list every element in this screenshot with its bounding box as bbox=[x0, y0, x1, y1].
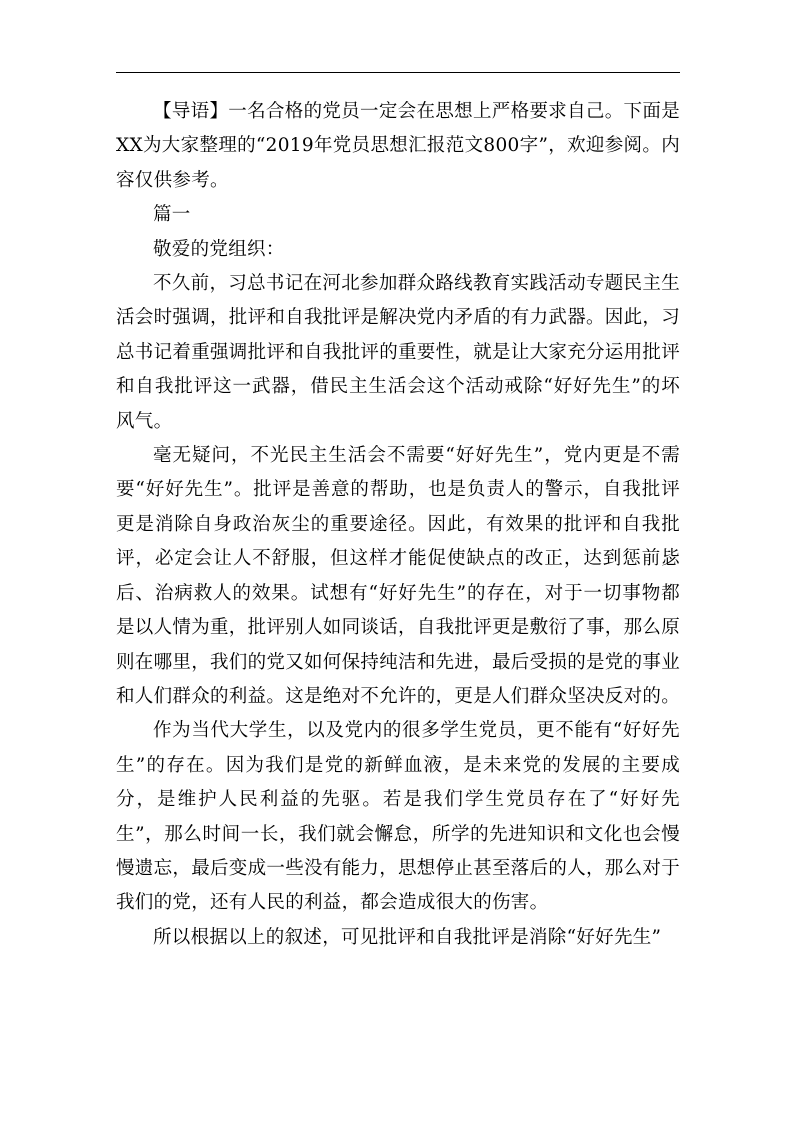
section-heading: 篇一 bbox=[153, 204, 191, 226]
body-paragraph-3: 作为当代大学生，以及党内的很多学生党员，更不能有“好好先生”的存在。因为我们是党的新鲜血液，是未来党的发展的主要成分，是维护人民利益的先驱。若是我们学生党员存在了“好好先生”，那么时间一长，我们就会懈怠，所学的先进知识和文化也会慢慢遗忘，最后变成一些没有能力，思想停止甚至落后的人，那么对于我们的党，还有人民的利益，都会造成很大的伤害。 bbox=[116, 720, 681, 914]
body-paragraph-2: 毫无疑问，不光民主生活会不需要“好好先生”，党内更是不需要“好好先生”。批评是善意的帮助，也是负责人的警示，自我批评更是消除自身政治灰尘的重要途径。因此，有效果的批评和自我批评，必定会让人不舒服，但这样才能促使缺点的改正，达到惩前毖后、治病救人的效果。试想有“好好先生”的存在，对于一切事物都是以人情为重，批评别人如同谈话，自我批评更是敷衍了事，那么原则在哪里，我们的党又如何保持纯洁和先进，最后受损的是党的事业和人们群众的利益。这是绝对不允许的，更是人们群众坚决反对的。 bbox=[116, 445, 681, 707]
header-divider bbox=[116, 72, 680, 73]
document-body bbox=[116, 95, 680, 955]
body-paragraph-4: 所以根据以上的叙述，可见批评和自我批评是消除“好好先生” bbox=[153, 926, 662, 948]
body-paragraph-1: 不久前，习总书记在河北参加群众路线教育实践活动专题民主生活会时强调，批评和自我批评是解决党内矛盾的有力武器。因此，习总书记着重强调批评和自我批评的重要性，就是让大家充分运用批评和自我批评这一武器，借民主生活会这个活动戒除“好好先生”的坏风气。 bbox=[116, 273, 681, 432]
salutation: 敬爱的党组织： bbox=[153, 238, 285, 260]
intro-paragraph: 【导语】一名合格的党员一定会在思想上严格要求自己。下面是XX为大家整理的“2019年党员思想汇报范文800字”，欢迎参阅。内容仅供参考。 bbox=[116, 101, 680, 191]
